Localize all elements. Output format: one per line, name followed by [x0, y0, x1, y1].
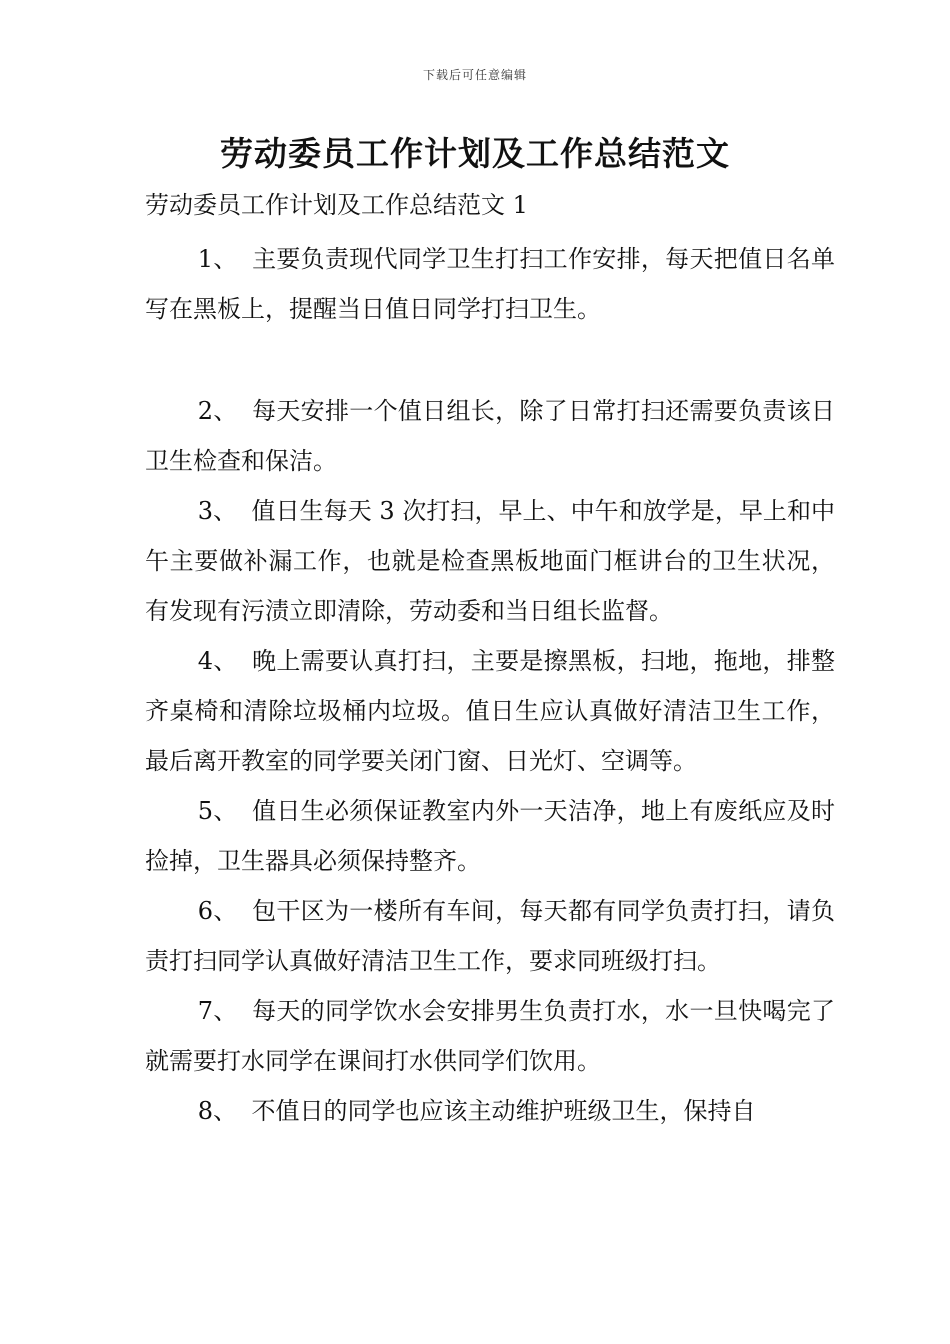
paragraph-number: 5、 [197, 797, 238, 825]
paragraph-number: 6、 [197, 897, 238, 925]
document-subtitle: 劳动委员工作计划及工作总结范文 1 [145, 191, 528, 219]
paragraph-3 [145, 486, 835, 636]
paragraph-text: 不值日的同学也应该主动维护班级卫生，保持自 [251, 1097, 756, 1125]
paragraph-number: 3、 [197, 497, 238, 525]
paragraph-text: 值日生必须保证教室内外一天洁净，地上有废纸应及时捡掉，卫生器具必须保持整齐。 [145, 797, 835, 875]
paragraph-text: 值日生每天 3 次打扫，早上、中午和放学是，早上和中午主要做补漏工作，也就是检查黑板地面门框讲台的卫生状况，有发现有污渍立即清除，劳动委和当日组长监督。 [145, 497, 835, 625]
paragraph-number: 4、 [197, 647, 238, 675]
paragraph-text: 每天安排一个值日组长，除了日常打扫还需要负责该日卫生检查和保洁。 [145, 397, 835, 475]
document-body [145, 180, 835, 1136]
paragraph-number: 1、 [197, 245, 238, 273]
paragraph-text: 每天的同学饮水会安排男生负责打水，水一旦快喝完了就需要打水同学在课间打水供同学们饮用。 [145, 997, 835, 1075]
paragraph-text: 包干区为一楼所有车间，每天都有同学负责打扫，请负责打扫同学认真做好清洁卫生工作，要求同班级打扫。 [145, 897, 835, 975]
paragraph-6 [145, 886, 835, 986]
paragraph-number: 7、 [197, 997, 238, 1025]
paragraph-4 [145, 636, 835, 786]
paragraph-7 [145, 986, 835, 1086]
paragraph-text: 主要负责现代同学卫生打扫工作安排，每天把值日名单写在黑板上，提醒当日值日同学打扫卫生。 [145, 245, 835, 323]
paragraph-number: 2、 [197, 397, 238, 425]
paragraph-2 [145, 386, 835, 486]
paragraph-1 [145, 234, 835, 334]
paragraph-text: 晚上需要认真打扫，主要是擦黑板，扫地，拖地，排整齐桌椅和清除垃圾桶内垃圾。值日生应认真做好清洁卫生工作，最后离开教室的同学要关闭门窗、日光灯、空调等。 [145, 647, 835, 775]
paragraph-8 [145, 1086, 835, 1136]
paragraph-5 [145, 786, 835, 886]
header-note: 下载后可任意编辑 [422, 68, 527, 82]
paragraph-number: 8、 [197, 1097, 238, 1125]
document-title: 劳动委员工作计划及工作总结范文 [220, 134, 730, 173]
